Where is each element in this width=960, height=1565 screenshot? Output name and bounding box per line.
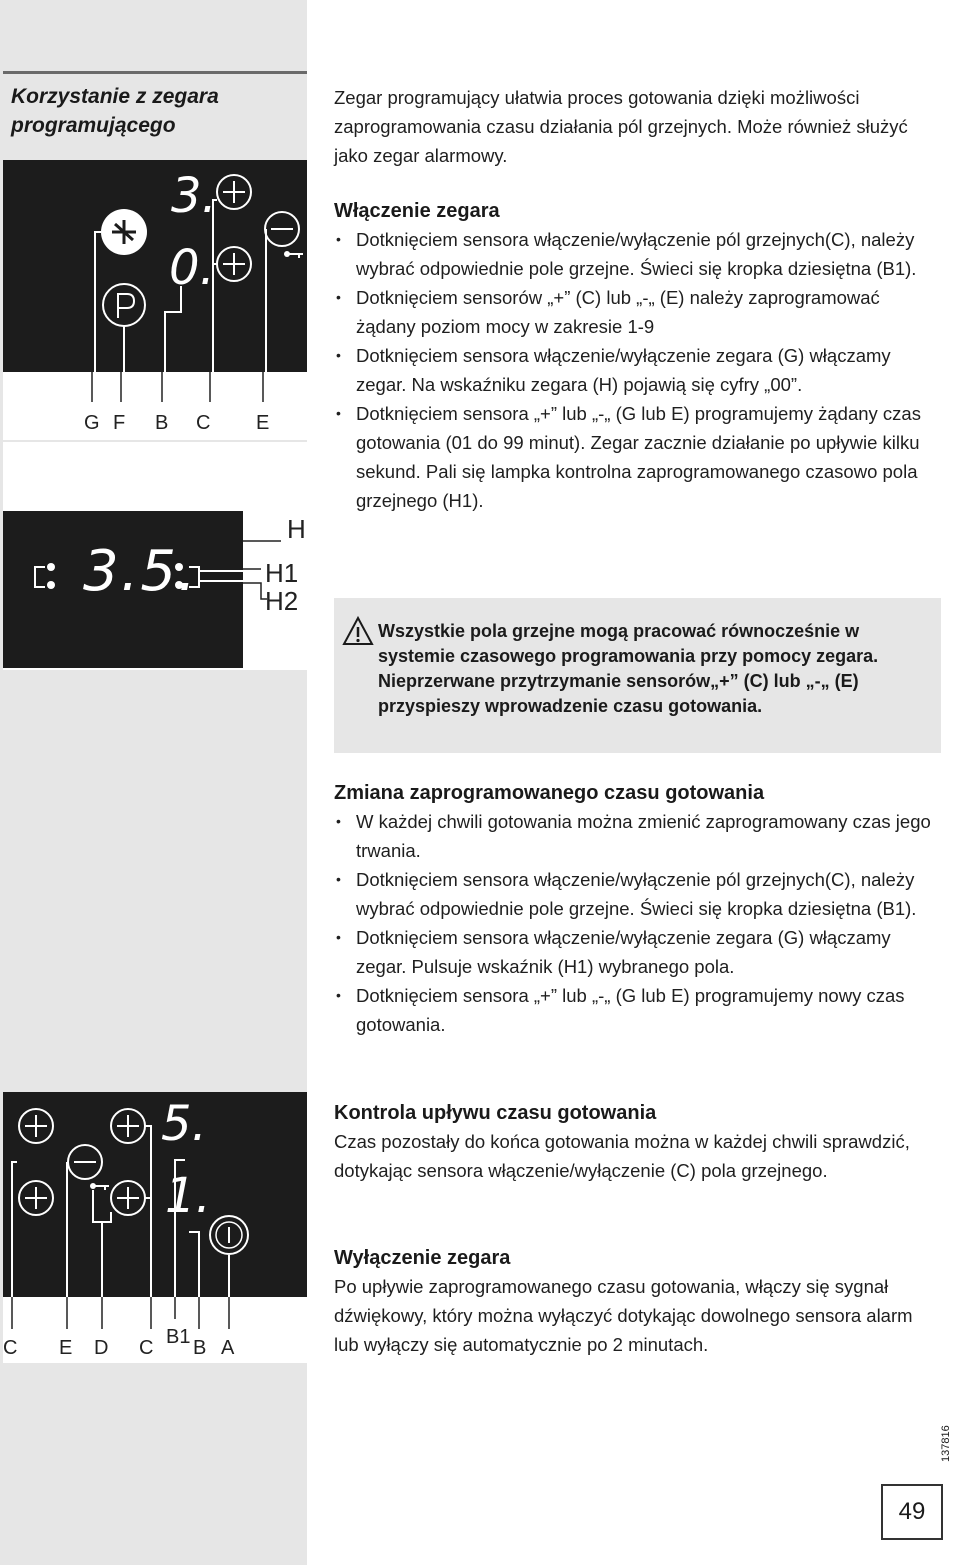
label-g: G [84, 412, 100, 434]
list-item: • Dotknięciem sensora „+” lub „-„ (G lub E) programujemy nowy czas gotowania. [334, 981, 934, 1039]
list-item: • Dotknięciem sensora „+” lub „-„ (G lub E) programujemy żądany czas gotowania (01 do 99 minut). Zegar zacznie działanie po upływie kilku sekund. Pali się lampka kontrolna zaprogramowanego czasowo pola grzejnego (H1). [334, 399, 934, 515]
label-b: B [193, 1337, 207, 1359]
plus-sensor-left-top-icon [19, 1109, 53, 1143]
digit-display-top: 3. [171, 168, 217, 224]
bullet-list [334, 807, 934, 1039]
power-sensor-icon [210, 1216, 248, 1254]
warning-box [334, 598, 941, 753]
section-heading: Wyłączenie zegara [334, 1247, 511, 1269]
label-a: A [221, 1337, 235, 1359]
control-panel-2-leader-lines [3, 1297, 307, 1337]
section-kontrola-uplywu [334, 1099, 934, 1185]
warning-triangle-icon [342, 616, 374, 646]
warning-text: Wszystkie pola grzejne mogą pracować równocześnie w systemie czasowego programowania przy pomocy zegara. Nieprzerwane przytrzymanie sensorów„+” (C) lub „-„ (E) przyspieszy wprowadzenie czasu gotowania. [378, 621, 879, 716]
section-heading: Zmiana zaprogramowanego czasu gotowania [334, 782, 765, 804]
control-panel-2-svg [3, 1092, 307, 1297]
intro-paragraph [334, 83, 934, 170]
section-heading: Kontrola upływu czasu gotowania [334, 1102, 657, 1124]
intro-text: Zegar programujący ułatwia proces gotowania dzięki możliwości zaprogramowania czasu działania pól grzejnych. Może również służyć jako zegar alarmowy. [334, 87, 908, 166]
bullet-list [334, 225, 934, 515]
label-b: B [155, 412, 169, 434]
list-item: • Dotknięciem sensorów „+” (C) lub „-„ (E) należy zaprogramować żądany poziom mocy w zakresie 1-9 [334, 283, 934, 341]
digit-display-bottom: 0. [169, 240, 215, 296]
plus-sensor-right-top-icon [111, 1109, 145, 1143]
control-panel-1-svg [3, 160, 307, 372]
minus-sensor-icon [68, 1145, 109, 1190]
timer-sensor-icon [101, 209, 147, 255]
label-e: E [59, 1337, 73, 1359]
list-item: • Dotknięciem sensora włączenie/wyłączenie zegara (G) włączamy zegar. Pulsuje wskaźnik (H1) wybranego pola. [334, 923, 934, 981]
section-wlaczenie-zegara [334, 197, 934, 515]
control-panel-1-leader-lines [3, 372, 307, 412]
label-c-right: C [139, 1337, 154, 1359]
list-item: • Dotknięciem sensora włączenie/wyłączenie pól grzejnych(C), należy wybrać odpowiednie pole grzejne. Świeci się kropka dziesiętna (B1). [334, 225, 934, 283]
label-c: C [3, 1337, 18, 1359]
label-d: D [94, 1337, 109, 1359]
p-sensor-icon [103, 284, 145, 326]
label-c: C [196, 412, 211, 434]
left-indicator-icon [35, 563, 55, 589]
list-item: • Dotknięciem sensora włączenie/wyłączenie pól grzejnych(C), należy wybrać odpowiednie pole grzejne. Świeci się kropka dziesiętna (B1). [334, 865, 934, 923]
section-text: Czas pozostały do końca gotowania można w każdej chwili sprawdzić, dotykając sensora włączenie/wyłączenie (C) pola grzejnego. [334, 1131, 910, 1181]
control-panel-2-label-area [3, 1297, 307, 1363]
document-id: 137816 [940, 1425, 952, 1462]
plus-sensor-left-bottom-icon [19, 1181, 53, 1215]
section-rule [3, 71, 307, 74]
label-h2: H2 [265, 586, 299, 616]
timer-digits: 3.5. [83, 539, 198, 604]
plus-sensor-top-icon [217, 175, 251, 209]
control-panel-diagram-2 [3, 1092, 307, 1297]
label-h: H [287, 514, 306, 544]
label-f: F [113, 412, 126, 434]
digit-display-bottom: 1. [165, 1168, 211, 1224]
page-number: 49 [881, 1484, 943, 1540]
list-item: • Dotknięciem sensora włączenie/wyłączenie zegara (G) włączamy zegar. Na wskaźniku zegara (H) pojawią się cyfry „00”. [334, 341, 934, 399]
label-h1: H1 [265, 558, 299, 588]
minus-sensor-icon [265, 212, 303, 258]
section-zmiana-czasu [334, 779, 934, 1039]
section-title: Korzystanie z zegara programującego [11, 85, 219, 137]
label-e: E [256, 412, 270, 434]
control-panel-diagram-1 [3, 160, 307, 372]
digit-display-top: 5. [161, 1096, 207, 1152]
section-wylaczenie-zegara [334, 1244, 934, 1359]
label-b1: B1 [166, 1326, 191, 1348]
list-item: • W każdej chwili gotowania można zmienić zaprogramowany czas jego trwania. [334, 807, 934, 865]
section-heading: Włączenie zegara [334, 200, 500, 222]
plus-sensor-bottom-icon [217, 247, 251, 281]
plus-sensor-right-bottom-icon [111, 1181, 145, 1215]
timer-display-diagram [3, 511, 243, 668]
section-text: Po upływie zaprogramowanego czasu gotowania, włączy się sygnał dźwiękowy, który można wyłączyć dotykając dowolnego sensora alarm lub wyłączy się automatycznie po 2 minutach. [334, 1276, 913, 1355]
